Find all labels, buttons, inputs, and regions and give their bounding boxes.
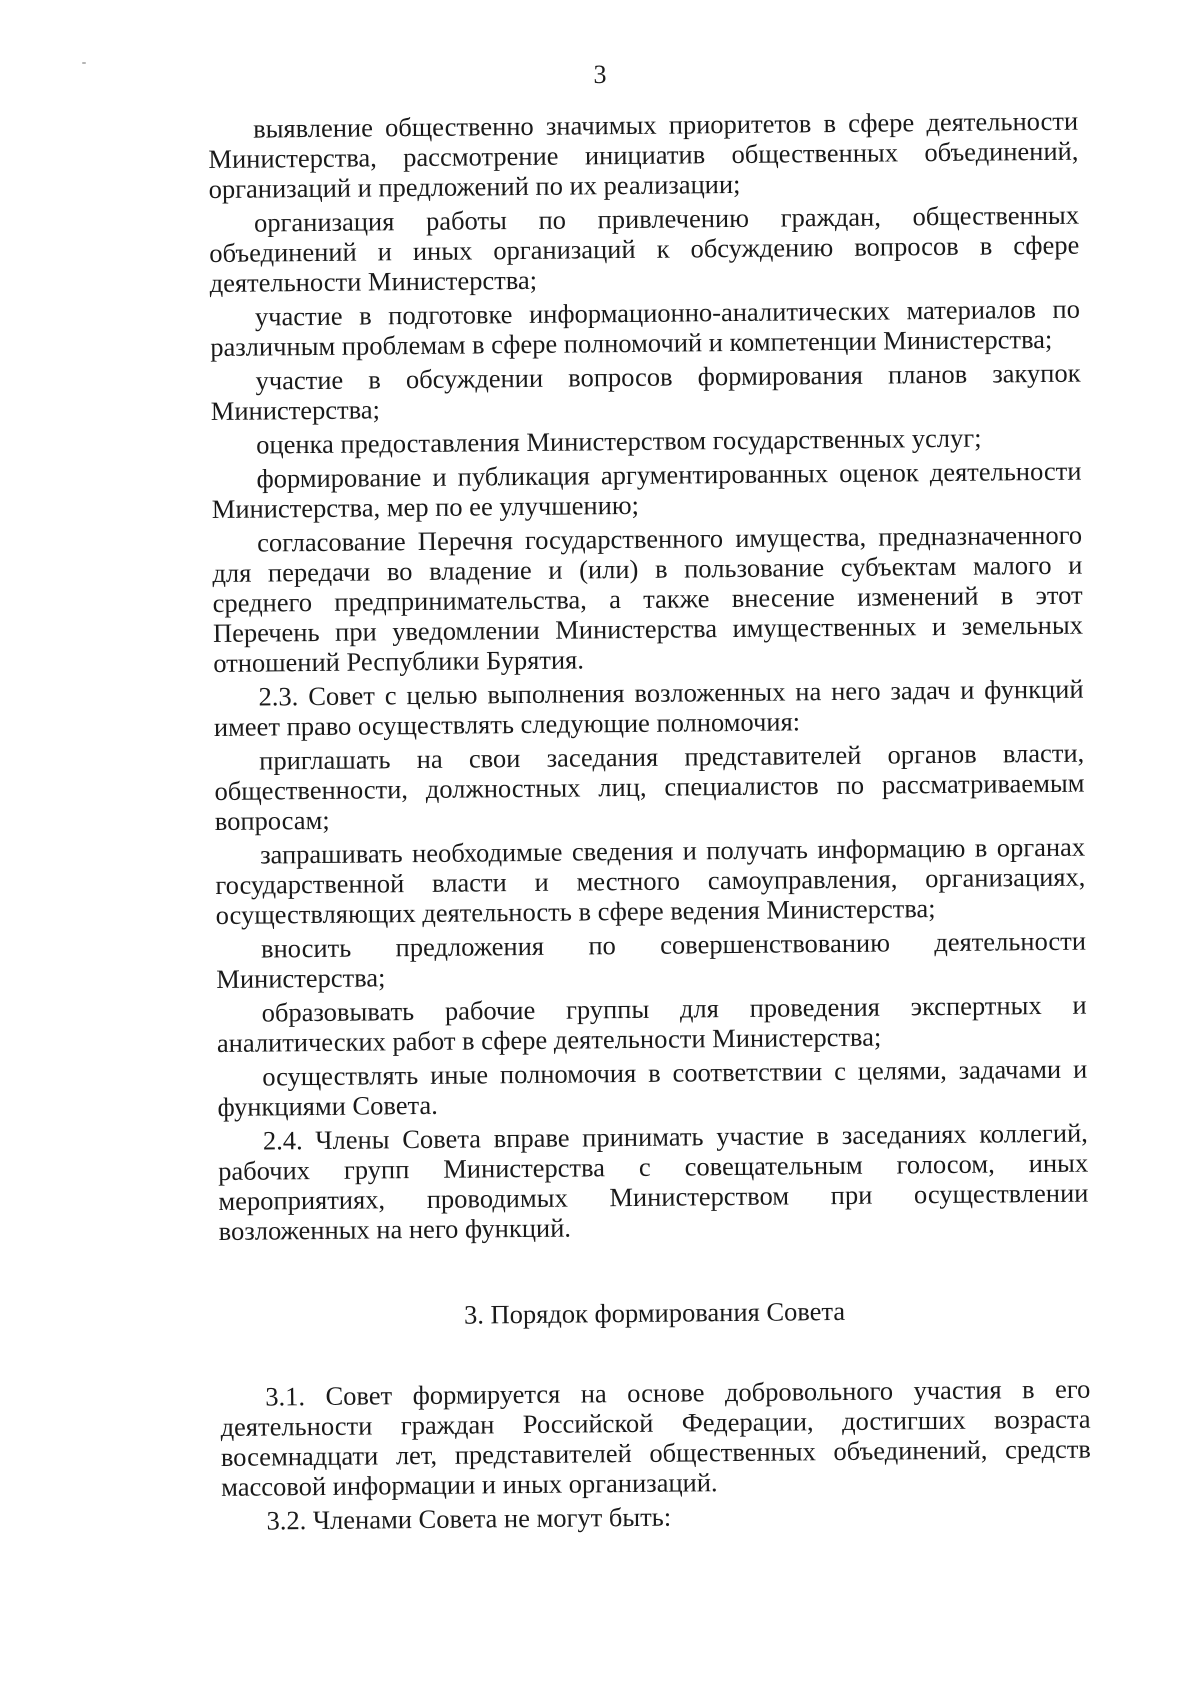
paragraph: оценка предоставления Министерством государственных услуг;	[256, 422, 982, 460]
paragraph: 3.1. Совет формируется на основе добровольного участия в его деятельности граждан Российской Федерации, достигших возраста восемнадцати лет, представителей общественных объединений, средств массовой информации и иных организаций.	[220, 1373, 1091, 1502]
paragraph: запрашивать необходимые сведения и получать информацию в органах государственной власти и местного самоуправления, организациях, осуществляющих деятельность в сфере ведения Министерства;	[215, 831, 1086, 930]
paragraph: выявление общественно значимых приоритетов в сфере деятельности Министерства, рассмотрение инициатив общественных объединений, организаций и предложений по их реализации;	[208, 105, 1079, 204]
paragraph: участие в обсуждении вопросов формирования планов закупок Министерства;	[210, 357, 1081, 426]
paragraph: формирование и публикация аргументированных оценок деятельности Министерства, мер по ее улучшению;	[211, 455, 1082, 524]
paragraph: 2.4. Члены Совета вправе принимать участие в заседаниях коллегий, рабочих групп Министерства с совещательным голосом, иных мероприятиях, проводимых Министерством при осуществлении возложенных на него функций.	[218, 1117, 1089, 1246]
paragraph: организация работы по привлечению граждан, общественных объединений и иных организаций к обсуждению вопросов в сфере деятельности Министерства;	[209, 199, 1080, 298]
paragraph: вносить предложения по совершенствованию деятельности Министерства;	[216, 925, 1087, 994]
document-body	[208, 106, 1092, 1540]
section-heading: 3. Порядок формирования Совета	[463, 1295, 846, 1330]
paragraph: 3.2. Членами Совета не могут быть:	[266, 1501, 672, 1536]
paragraph: согласование Перечня государственного имущества, предназначенного для передачи во владение и (или) в пользование субъектам малого и среднего предпринимательства, а также внесение изменений в этот Перечень при уведомлении Министерства имущественных и земельных отношений Республики Бурятия.	[212, 519, 1084, 678]
paragraph: участие в подготовке информационно-аналитических материалов по различным проблемам в сфере полномочий и компетенции Министерства;	[210, 293, 1081, 362]
paragraph: приглашать на свои заседания представителей органов власти, общественности, должностных лиц, специалистов по рассматриваемым вопросам;	[214, 737, 1085, 836]
paragraph: образовывать рабочие группы для проведения экспертных и аналитических работ в сфере деятельности Министерства;	[216, 989, 1087, 1058]
paragraph: осуществлять иные полномочия в соответствии с целями, задачами и функциями Совета.	[217, 1053, 1088, 1122]
paragraph: 2.3. Совет с целью выполнения возложенных на него задач и функций имеет право осуществлять следующие полномочия:	[213, 673, 1084, 742]
page-number: 3	[593, 60, 607, 89]
